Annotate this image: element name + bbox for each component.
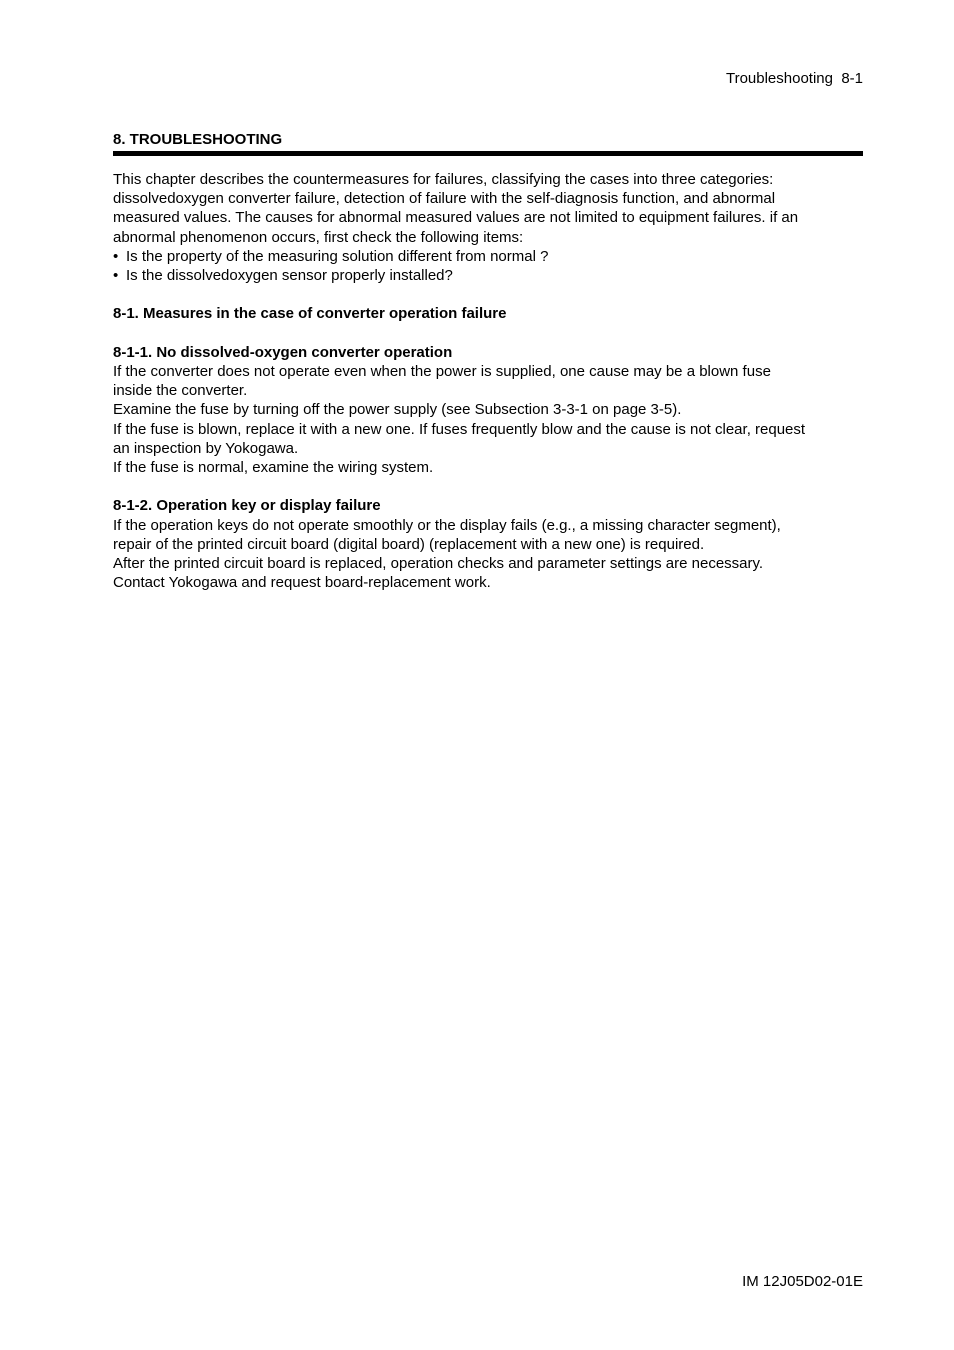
spacer	[113, 477, 863, 496]
intro-line: dissolvedoxygen converter failure, detection of failure with the self-diagnosis function, and abnormal	[113, 190, 776, 208]
chapter-intro	[113, 170, 863, 247]
body-line: Contact Yokogawa and request board-replacement work.	[113, 574, 491, 592]
check-items-list	[113, 247, 863, 285]
body-line: After the printed circuit board is replaced, operation checks and parameter settings are necessary.	[113, 555, 764, 573]
bullet-marker: •	[113, 267, 119, 285]
subsection-body-8-1-2	[113, 516, 863, 593]
section-title-8-1: 8-1. Measures in the case of converter operation failure	[113, 305, 507, 323]
body-line: If the converter does not operate even when the power is supplied, one cause may be a blown fuse	[113, 363, 771, 380]
body-line: inside the converter.	[113, 382, 248, 400]
chapter-title: 8. TROUBLESHOOTING	[113, 131, 283, 148]
spacer	[113, 324, 863, 343]
intro-line: abnormal phenomenon occurs, first check the following items:	[113, 228, 524, 246]
body-line: an inspection by Yokogawa.	[113, 439, 299, 457]
page-content	[113, 131, 863, 592]
document-number: IM 12J05D02-01E	[742, 1273, 863, 1290]
subsection-title-8-1-2: 8-1-2. Operation key or display failure	[113, 497, 381, 515]
list-item-text: Is the dissolvedoxygen sensor properly installed?	[126, 267, 453, 285]
running-header: Troubleshooting 8-1	[725, 70, 863, 87]
bullet-marker: •	[113, 247, 119, 265]
body-line: If the operation keys do not operate smoothly or the display fails (e.g., a missing character segment),	[113, 516, 781, 534]
body-line: repair of the printed circuit board (digital board) (replacement with a new one) is required.	[113, 535, 705, 553]
body-line: Examine the fuse by turning off the power supply (see Subsection 3-3-1 on page 3-5).	[113, 401, 682, 419]
spacer	[113, 285, 863, 304]
list-item-text: Is the property of the measuring solution different from normal ?	[126, 247, 549, 265]
intro-line: This chapter describes the countermeasures for failures, classifying the cases into three categories:	[113, 171, 774, 188]
chapter-title-rule	[113, 151, 863, 156]
subsection-title-8-1-1: 8-1-1. No dissolved-oxygen converter operation	[113, 343, 453, 361]
intro-line: measured values. The causes for abnormal measured values are not limited to equipment failures. if an	[113, 209, 799, 227]
body-line: If the fuse is normal, examine the wiring system.	[113, 459, 434, 477]
list-item	[113, 247, 863, 266]
list-item	[113, 266, 863, 285]
subsection-body-8-1-1	[113, 362, 863, 477]
body-line: If the fuse is blown, replace it with a new one. If fuses frequently blow and the cause is not clear, request	[113, 420, 806, 438]
